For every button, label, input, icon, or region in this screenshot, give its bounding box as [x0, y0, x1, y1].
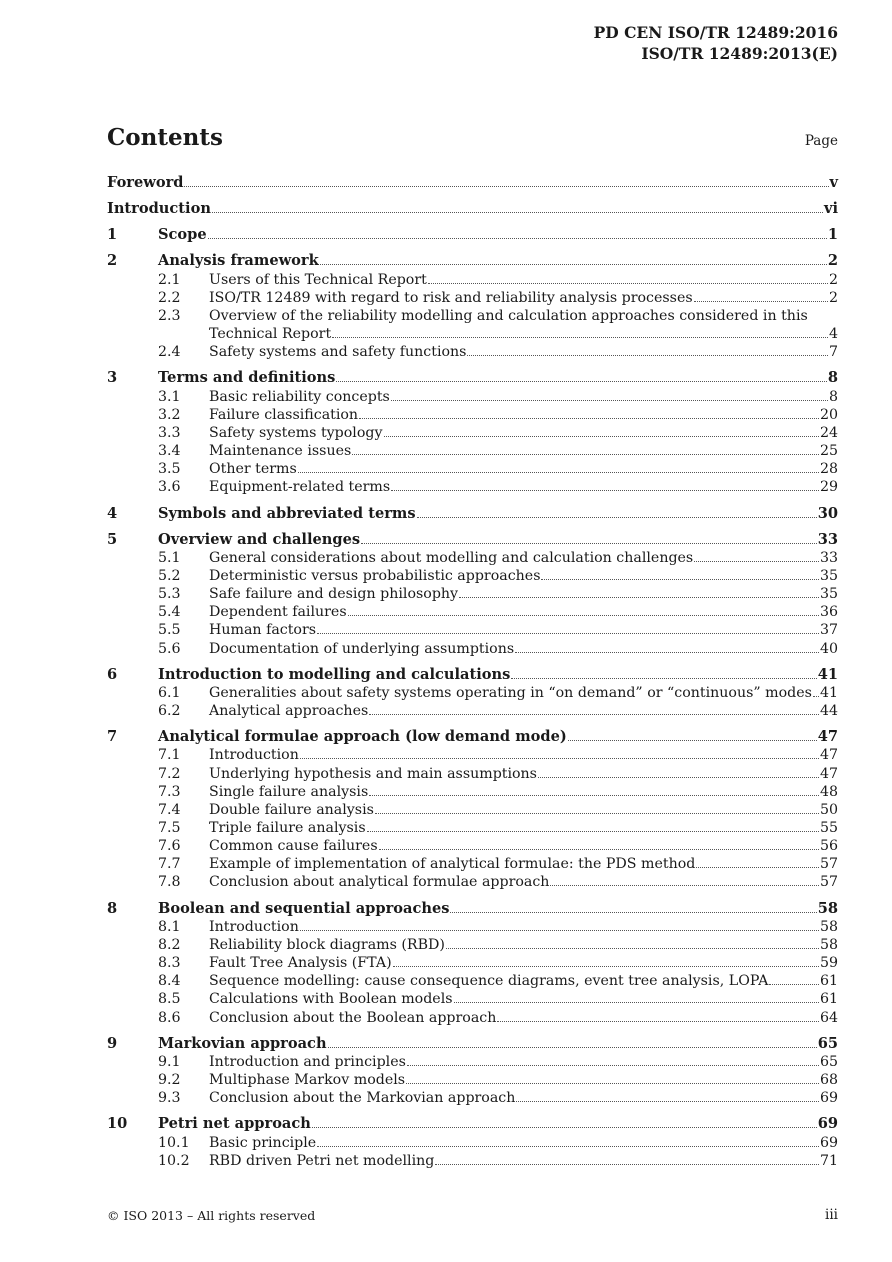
toc-entry-page: 1	[827, 226, 838, 244]
toc-entry-subsection[interactable]	[107, 1009, 838, 1027]
toc-entry-number: 6.1	[158, 684, 181, 701]
toc-entry-title: Calculations with Boolean models	[209, 991, 453, 1008]
toc-entry-subsection[interactable]	[107, 478, 838, 496]
toc-entry-number: 3.3	[158, 424, 181, 441]
toc-entry-number: 10.1	[158, 1134, 190, 1151]
toc-entry-page: 69	[819, 1090, 838, 1107]
toc-entry-title: Basic reliability concepts	[209, 388, 390, 405]
toc-entry-page: 68	[819, 1072, 838, 1089]
toc-entry-number: 6.2	[158, 703, 181, 720]
toc-entry-section[interactable]	[107, 1035, 838, 1053]
toc-section	[107, 369, 838, 496]
toc-entry-title: Scope	[158, 226, 207, 244]
dot-leader	[332, 337, 828, 338]
toc-entry-number: 3.5	[158, 461, 181, 478]
toc-entry-title: Sequence modelling: cause consequence diagrams, event tree analysis, LOPA	[209, 973, 769, 990]
toc-entry-page: 59	[819, 955, 838, 972]
toc-section	[107, 505, 838, 523]
toc-entry-page: 69	[819, 1134, 838, 1151]
toc-entry-subsection[interactable]	[107, 1053, 838, 1071]
dot-leader	[208, 238, 827, 239]
toc-entry-subsection[interactable]	[107, 307, 838, 325]
dot-leader	[361, 543, 817, 544]
toc-entry-title: Dependent failures	[209, 604, 347, 621]
dot-leader	[359, 418, 819, 419]
toc-entry-section[interactable]	[107, 252, 838, 270]
toc-entry-page: 37	[819, 622, 838, 639]
toc-entry-title: Introduction	[107, 200, 211, 218]
dot-leader	[694, 561, 819, 562]
dot-leader	[312, 1127, 817, 1128]
toc-entry-page: 64	[819, 1009, 838, 1026]
toc-entry-title: Analytical formulae approach (low demand mode)	[158, 728, 567, 746]
dot-leader	[450, 912, 816, 913]
toc-entry-subsection[interactable]	[107, 1152, 838, 1170]
toc-entry-subsection[interactable]	[107, 1134, 838, 1152]
toc-entry-title: Double failure analysis	[209, 801, 374, 818]
toc-entry-page: v	[829, 174, 838, 191]
toc-entry-page: 2	[827, 252, 838, 270]
toc-entry-number: 10.2	[158, 1152, 190, 1169]
table-of-contents	[107, 174, 838, 1178]
toc-entry-number: 5.1	[158, 549, 181, 566]
toc-entry-title: Documentation of underlying assumptions	[209, 640, 515, 657]
toc-entry-page: 57	[819, 874, 838, 891]
toc-section	[107, 1115, 838, 1169]
toc-entry-title: Overview and challenges	[158, 530, 361, 548]
dot-leader	[446, 948, 819, 949]
toc-entry-number: 2.1	[158, 271, 181, 288]
dot-leader	[328, 1047, 817, 1048]
toc-entry-title: Terms and definitions	[158, 369, 336, 387]
toc-entry-page: 35	[819, 586, 838, 603]
toc-entry-subsection[interactable]	[107, 442, 838, 460]
toc-entry-title: Introduction	[209, 747, 299, 764]
toc-entry-title: Introduction to modelling and calculations	[158, 665, 511, 683]
toc-entry-title: Petri net approach	[158, 1115, 311, 1133]
dot-leader	[212, 212, 823, 213]
toc-entry-title: Safe failure and design philosophy	[209, 586, 459, 603]
toc-entry-number: 8.3	[158, 955, 181, 972]
dot-leader	[454, 1002, 819, 1003]
toc-entry-title: Common cause failures	[209, 838, 378, 855]
toc-entry-page: vi	[823, 200, 838, 218]
toc-entry-number: 8.4	[158, 973, 181, 990]
toc-entry-number: 8.6	[158, 1009, 181, 1026]
toc-entry-page: 61	[819, 991, 838, 1008]
toc-entry-title: Fault Tree Analysis (FTA)	[209, 955, 392, 972]
toc-entry-page: 48	[819, 783, 838, 800]
toc-entry-number: 6	[107, 665, 118, 683]
toc-entry-number: 2.2	[158, 289, 181, 306]
toc-entry-section[interactable]	[107, 728, 838, 746]
toc-entry-page: 65	[819, 1053, 838, 1070]
toc-section	[107, 1035, 838, 1108]
toc-entry-number: 1	[107, 226, 118, 244]
dot-leader	[300, 758, 819, 759]
toc-entry-title: Triple failure analysis	[209, 820, 366, 836]
toc-entry-number: 8.5	[158, 991, 181, 1008]
dot-leader	[352, 454, 819, 455]
dot-leader	[568, 740, 817, 741]
toc-entry-page: 20	[819, 406, 838, 423]
toc-entry-section[interactable]	[107, 1115, 838, 1133]
toc-entry-title: Introduction and principles	[209, 1053, 406, 1070]
toc-entry-title: Conclusion about analytical formulae approach	[209, 874, 550, 891]
toc-entry-page: 28	[819, 461, 838, 478]
toc-entry-title-continued: Technical Report	[209, 326, 332, 343]
toc-entry-title: Foreword	[107, 174, 184, 191]
toc-entry-subsection[interactable]	[107, 855, 838, 873]
toc-entry-number: 7.7	[158, 856, 181, 873]
toc-entry-title: Maintenance issues	[209, 443, 352, 460]
toc-entry-page: 58	[819, 936, 838, 953]
toc-entry-page: 44	[819, 703, 838, 720]
dot-leader	[550, 885, 818, 886]
toc-entry-number: 2.4	[158, 344, 181, 361]
toc-entry-title: Conclusion about the Boolean approach	[209, 1009, 497, 1026]
toc-entry-page: 58	[817, 899, 838, 917]
toc-entry-number: 9.3	[158, 1090, 181, 1107]
toc-entry-page: 69	[817, 1115, 838, 1133]
dot-leader	[515, 652, 819, 653]
toc-entry-number: 9.2	[158, 1072, 181, 1089]
toc-entry-number: 5	[107, 530, 118, 548]
toc-entry-title: Basic principle	[209, 1134, 317, 1151]
dot-leader	[184, 186, 828, 187]
dot-leader	[541, 579, 818, 580]
dot-leader	[391, 490, 819, 491]
toc-entry-title: Multiphase Markov models	[209, 1072, 406, 1089]
toc-entry-number: 7.2	[158, 765, 181, 782]
toc-entry-subsection[interactable]	[107, 585, 838, 603]
toc-section	[107, 728, 838, 891]
toc-entry-number: 10	[107, 1115, 128, 1133]
toc-entry-number: 3.1	[158, 388, 181, 405]
toc-entry-subsection[interactable]	[107, 1071, 838, 1089]
toc-entry-page: 33	[819, 549, 838, 566]
toc-entry-subsection[interactable]	[107, 271, 838, 289]
toc-entry-title: Symbols and abbreviated terms	[158, 504, 416, 522]
toc-entry-page: 55	[819, 820, 838, 836]
dot-leader	[417, 517, 817, 518]
toc-entry-subsection[interactable]	[107, 918, 838, 936]
toc-entry-number: 7.1	[158, 747, 181, 764]
toc-entry-number: 2	[107, 252, 118, 270]
toc-entry-number: 7.3	[158, 783, 181, 800]
toc-entry-page: 30	[817, 504, 838, 522]
dot-leader	[369, 795, 819, 796]
toc-entry-title: Human factors	[209, 622, 317, 639]
toc-entry-title: Overview of the reliability modelling and calculation approaches considered in this	[209, 307, 808, 324]
toc-entry-number: 9.1	[158, 1053, 181, 1070]
toc-entry-title: Markovian approach	[158, 1034, 327, 1052]
dot-leader	[696, 867, 819, 868]
toc-entry-page: 47	[819, 747, 838, 764]
toc-entry-title: Deterministic versus probabilistic approaches	[209, 567, 541, 584]
dot-leader	[428, 283, 828, 284]
toc-entry-front[interactable]	[107, 200, 838, 218]
toc-entry-subsection[interactable]	[107, 567, 838, 585]
dot-leader	[459, 597, 819, 598]
toc-section	[107, 226, 838, 244]
dot-leader	[406, 1083, 819, 1084]
toc-entry-subsection[interactable]	[107, 406, 838, 424]
toc-entry-title: Single failure analysis	[209, 783, 369, 800]
dot-leader	[769, 984, 819, 985]
toc-entry-number: 3	[107, 369, 118, 387]
toc-entry-subsection[interactable]	[107, 424, 838, 442]
dot-leader	[367, 831, 819, 832]
toc-entry-page: 2	[828, 289, 838, 306]
toc-entry-page: 41	[817, 665, 838, 683]
toc-entry-subsection[interactable]	[107, 388, 838, 406]
dot-leader	[393, 966, 819, 967]
toc-entry-number: 5.6	[158, 640, 181, 657]
standard-number-secondary: ISO/TR 12489:2013(E)	[641, 44, 838, 63]
toc-entry-subsection[interactable]	[107, 783, 838, 801]
toc-entry-title: Underlying hypothesis and main assumptions	[209, 765, 537, 782]
toc-entry-title: Equipment-related terms	[209, 479, 391, 496]
toc-entry-title: Reliability block diagrams (RBD)	[209, 936, 445, 953]
toc-entry-page: 35	[819, 567, 838, 584]
toc-entry-number: 8.1	[158, 918, 181, 935]
toc-entry-page: 2	[828, 271, 838, 288]
toc-entry-title: Generalities about safety systems operating in “on demand” or “continuous” modes	[209, 684, 812, 701]
toc-entry-page: 29	[819, 479, 838, 496]
copyright-notice: © ISO 2013 – All rights reserved	[107, 1208, 316, 1223]
toc-entry-title: ISO/TR 12489 with regard to risk and reliability analysis processes	[209, 289, 693, 306]
toc-entry-subsection[interactable]	[107, 1089, 838, 1107]
toc-entry-page: 33	[817, 530, 838, 548]
toc-entry-page: 71	[819, 1152, 838, 1169]
dot-leader	[317, 633, 819, 634]
toc-entry-number: 5.5	[158, 622, 181, 639]
toc-entry-title: Example of implementation of analytical formulae: the PDS method	[209, 856, 696, 873]
toc-entry-subsection[interactable]	[107, 936, 838, 954]
toc-entry-section[interactable]	[107, 505, 838, 523]
toc-entry-page: 57	[819, 856, 838, 873]
toc-entry-subsection[interactable]	[107, 603, 838, 621]
dot-leader	[435, 1164, 819, 1165]
dot-leader	[407, 1065, 819, 1066]
dot-leader	[467, 355, 828, 356]
toc-entry-number: 3.4	[158, 443, 181, 460]
toc-entry-front[interactable]	[107, 174, 838, 192]
page-title: Contents	[107, 124, 223, 151]
toc-entry-title: RBD driven Petri net modelling	[209, 1152, 435, 1169]
toc-entry-subsection[interactable]	[107, 819, 838, 837]
toc-entry-title: Analytical approaches	[209, 703, 369, 720]
toc-entry-subsection[interactable]	[107, 990, 838, 1008]
toc-entry-page: 41	[819, 684, 838, 701]
standard-number-primary: PD CEN ISO/TR 12489:2016	[593, 23, 838, 42]
toc-entry-section[interactable]	[107, 369, 838, 387]
toc-entry-number: 5.3	[158, 586, 181, 603]
toc-entry-page: 50	[819, 801, 838, 818]
toc-entry-subsection[interactable]	[107, 702, 838, 720]
toc-entry-number: 7.5	[158, 820, 181, 836]
toc-entry-number: 8.2	[158, 936, 181, 953]
dot-leader	[391, 400, 828, 401]
toc-entry-number: 7.4	[158, 801, 181, 818]
toc-entry-title: Conclusion about the Markovian approach	[209, 1090, 516, 1107]
dot-leader	[516, 1101, 819, 1102]
dot-leader	[375, 813, 819, 814]
toc-entry-page: 47	[819, 765, 838, 782]
toc-entry-page: 25	[819, 443, 838, 460]
toc-entry-page: 58	[819, 918, 838, 935]
toc-entry-number: 5.4	[158, 604, 181, 621]
dot-leader	[497, 1021, 819, 1022]
toc-entry-title: Failure classification	[209, 406, 359, 423]
toc-entry-subsection[interactable]	[107, 746, 838, 764]
toc-entry-page: 61	[819, 973, 838, 990]
toc-entry-title: Safety systems and safety functions	[209, 344, 467, 361]
dot-leader	[379, 849, 819, 850]
toc-entry-number: 4	[107, 504, 118, 522]
toc-entry-title: Boolean and sequential approaches	[158, 899, 450, 917]
dot-leader	[694, 301, 828, 302]
page-column-label: Page	[804, 133, 838, 149]
toc-section	[107, 666, 838, 720]
toc-entry-subsection[interactable]	[107, 640, 838, 658]
toc-section	[107, 900, 838, 1027]
toc-entry-number: 3.6	[158, 479, 181, 496]
toc-entry-subsection[interactable]	[107, 837, 838, 855]
toc-entry-subsection[interactable]	[107, 460, 838, 478]
toc-entry-title: Safety systems typology	[209, 424, 383, 441]
toc-entry-subsection[interactable]	[107, 972, 838, 990]
dot-leader	[384, 436, 819, 437]
toc-entry-title: Other terms	[209, 461, 297, 478]
toc-entry-page: 36	[819, 604, 838, 621]
dot-leader	[317, 1146, 819, 1147]
toc-entry-subsection[interactable]	[107, 801, 838, 819]
document-header	[594, 22, 838, 64]
toc-entry-section[interactable]	[107, 900, 838, 918]
toc-entry-subsection[interactable]	[107, 343, 838, 361]
toc-entry-page: 24	[819, 424, 838, 441]
toc-entry-subsection[interactable]	[107, 765, 838, 783]
toc-entry-page: 65	[817, 1034, 838, 1052]
toc-entry-number: 7	[107, 728, 118, 746]
toc-entry-number: 7.6	[158, 838, 181, 855]
toc-entry-page: 4	[828, 326, 838, 343]
toc-entry-title: Users of this Technical Report	[209, 271, 427, 288]
toc-entry-number: 8	[107, 899, 118, 917]
toc-entry-subsection[interactable]	[107, 954, 838, 972]
toc-entry-page: 8	[827, 369, 838, 387]
toc-entry-title: Introduction	[209, 918, 299, 935]
dot-leader	[511, 678, 816, 679]
dot-leader	[348, 615, 819, 616]
dot-leader	[300, 930, 819, 931]
dot-leader	[298, 472, 819, 473]
dot-leader	[336, 381, 826, 382]
toc-entry-subsection[interactable]	[107, 289, 838, 307]
toc-entry-subsection[interactable]	[107, 621, 838, 639]
page-number: iii	[825, 1207, 838, 1223]
dot-leader	[369, 714, 819, 715]
toc-entry-subsection[interactable]	[107, 873, 838, 891]
toc-entry-number: 3.2	[158, 406, 181, 423]
toc-entry-page: 40	[819, 640, 838, 657]
toc-entry-section[interactable]	[107, 666, 838, 684]
dot-leader	[813, 696, 819, 697]
dot-leader	[538, 777, 819, 778]
toc-entry-number: 9	[107, 1034, 118, 1052]
toc-entry-title: General considerations about modelling and calculation challenges	[209, 549, 694, 566]
toc-entry-subsection[interactable]	[107, 684, 838, 702]
toc-entry-page: 56	[819, 838, 838, 855]
toc-entry-title: Analysis framework	[158, 252, 319, 270]
toc-entry-page: 8	[828, 388, 838, 405]
toc-entry-section[interactable]	[107, 531, 838, 549]
toc-entry-section[interactable]	[107, 226, 838, 244]
toc-section	[107, 252, 838, 361]
toc-entry-subsection[interactable]	[107, 549, 838, 567]
toc-entry-page: 47	[817, 728, 838, 746]
toc-entry-number: 7.8	[158, 874, 181, 891]
toc-section	[107, 531, 838, 658]
toc-entry-subsection-continued[interactable]	[107, 325, 838, 343]
dot-leader	[320, 264, 827, 265]
toc-entry-number: 5.2	[158, 567, 181, 584]
toc-entry-number: 2.3	[158, 307, 181, 324]
toc-entry-page: 7	[828, 344, 838, 361]
